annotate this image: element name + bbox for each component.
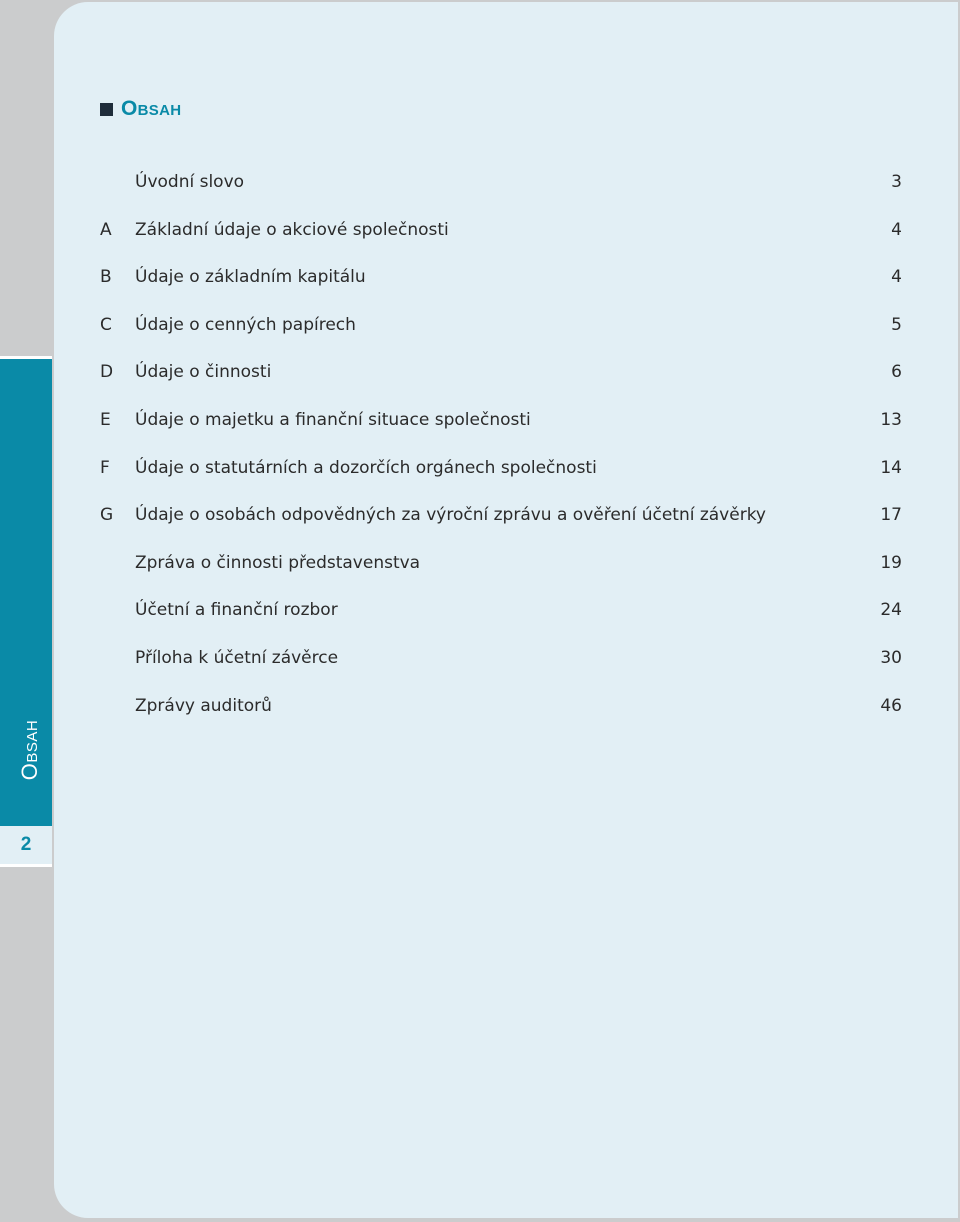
- toc-entry-title: Údaje o majetku a finanční situace společnosti: [135, 410, 531, 430]
- toc-entry-letter: A: [100, 219, 112, 240]
- toc-entry-page: 17: [880, 505, 902, 526]
- square-bullet-icon: [100, 103, 113, 116]
- toc-entry[interactable]: [0, 684, 960, 732]
- toc-entry[interactable]: [0, 208, 960, 256]
- toc-entry[interactable]: [0, 255, 960, 303]
- toc-entry[interactable]: [0, 493, 960, 541]
- toc-entry-title: Údaje o cenných papírech: [135, 314, 356, 335]
- side-label-text: Obsah: [17, 719, 42, 781]
- toc-entry[interactable]: [0, 541, 960, 589]
- toc-entry-letter: G: [100, 505, 114, 526]
- toc-entry-page: 30: [880, 648, 902, 668]
- toc-entry[interactable]: [0, 446, 960, 494]
- toc-entry-letter: C: [100, 314, 112, 335]
- toc-entry-title: Údaje o osobách odpovědných za výroční zprávu a ověření účetní závěrky: [135, 505, 766, 526]
- toc-entry-title: Základní údaje o akciové společnosti: [135, 219, 449, 240]
- toc-entry-page: 3: [891, 172, 902, 192]
- page-number: 2: [0, 826, 52, 867]
- heading-title: Obsah: [121, 97, 182, 120]
- toc-entry-page: 19: [880, 552, 902, 573]
- toc-entry-letter: D: [100, 362, 114, 383]
- toc-entry[interactable]: [0, 350, 960, 398]
- toc-entry-page: 46: [880, 695, 902, 716]
- toc-entry-page: 4: [891, 219, 902, 240]
- toc-entry-page: 14: [880, 457, 902, 478]
- toc-entry-title: Údaje o statutárních a dozorčích orgánech společnosti: [135, 457, 597, 478]
- toc-entry-title: Účetní a finanční rozbor: [135, 600, 338, 621]
- toc-entry-page: 24: [880, 600, 902, 621]
- toc-entry-title: Zprávy auditorů: [135, 695, 272, 716]
- toc-entry-title: Údaje o základním kapitálu: [135, 267, 366, 288]
- toc-entry[interactable]: [0, 636, 960, 684]
- toc-entry-title: Údaje o činnosti: [135, 362, 272, 383]
- toc-entry[interactable]: [0, 303, 960, 351]
- toc-entry-page: 4: [891, 267, 902, 288]
- toc-entry[interactable]: [0, 398, 960, 446]
- toc-entry-title: Zpráva o činnosti představenstva: [135, 552, 421, 573]
- toc-entry-title: Příloha k účetní závěrce: [135, 648, 339, 668]
- toc-entry-letter: E: [100, 410, 111, 430]
- toc-entry-page: 5: [891, 314, 902, 335]
- toc-entry[interactable]: [0, 160, 960, 208]
- toc-entry-letter: F: [100, 457, 110, 478]
- toc-entry-page: 13: [880, 410, 902, 430]
- toc-entry-letter: B: [100, 267, 112, 288]
- section-heading: [100, 96, 181, 122]
- toc-entry[interactable]: [0, 588, 960, 636]
- toc-entry-page: 6: [891, 362, 902, 383]
- toc-entry-title: Úvodní slovo: [135, 172, 245, 192]
